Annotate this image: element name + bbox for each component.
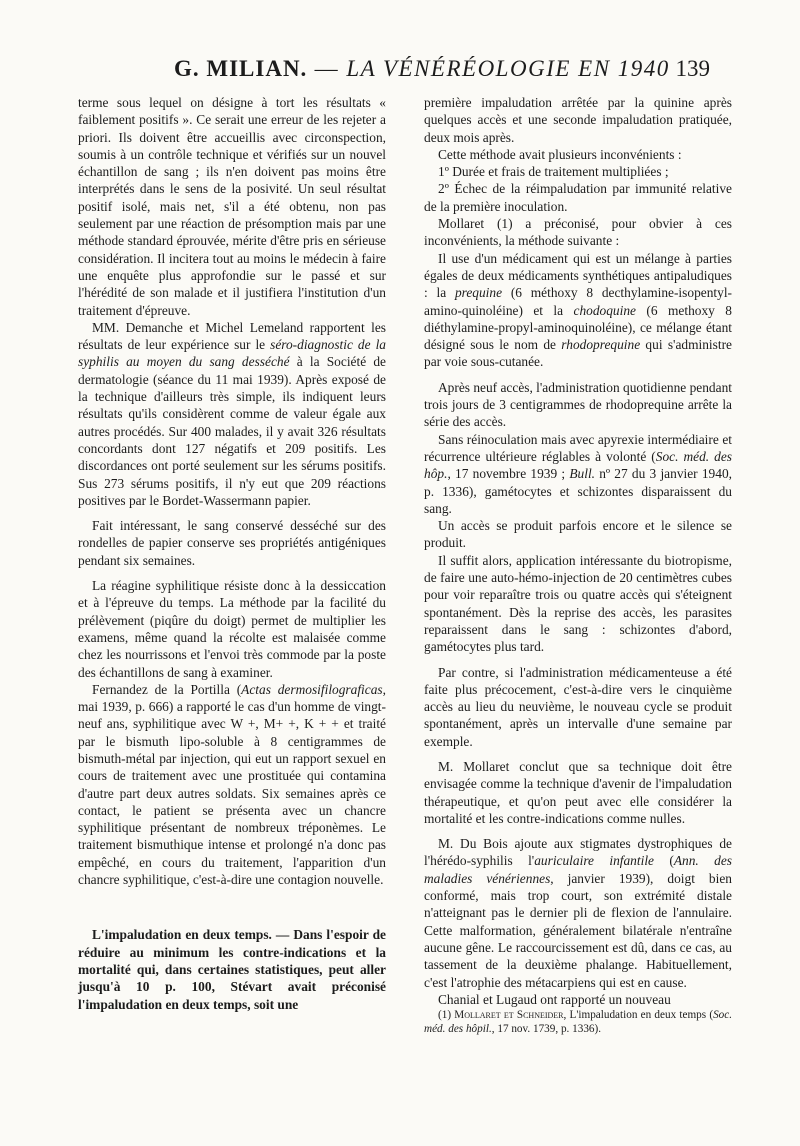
header-separator: — <box>307 56 347 81</box>
paragraph: Fernandez de la Portilla (Actas dermosifilograficas, mai 1939, p. 666) a rapporté le cas d'un homme de vingt-neuf ans, syphilitique avec W +, M+ +, K + + et traité par le bismuth lipo-soluble à 8 centigrammes de bismuth-métal par injection, qui eut un rapport sexuel en cours de traitement avec une prostituée qui contamina d'autre part deux autres soldats. Six semaines après ce contact, le patient se présenta avec un chancre syphilitique présentant de nombreux tréponèmes. Le traitement bismuthique intense et prolongé n'a donc pas empêché, en cours du traitement, l'apparition d'un chancre syphilitique, c'est-à-dire une contagion nouvelle. <box>78 681 386 888</box>
paragraph: La réagine syphilitique résiste donc à la dessiccation et à l'épreuve du temps. La méthode par la facilité du prélèvement (piqûre du doigt) permet de multiplier les examens, même quand la récolte est malaisée comme chez les nourrissons et l'envoi très commode par la poste des échantillons de sang à examiner. <box>78 578 386 680</box>
paragraph: M. Mollaret conclut que sa technique doit être envisagée comme la technique d'avenir de l'impaludation thérapeutique, et qu'on peut avec elle considérer la mortalité et les contre-indications comme nulles. <box>424 758 732 826</box>
left-column <box>78 94 386 1013</box>
paragraph: 2º Échec de la réimpaludation par immunité relative de la première inoculation. <box>424 181 732 214</box>
right-column <box>424 94 732 1036</box>
footnote: (1) Mollaret et Schneider, L'impaludation en deux temps (Soc. méd. des hôpil., 17 nov. 1739, p. 1336). <box>424 1009 733 1036</box>
header-author: G. MILIAN. <box>174 56 308 81</box>
paragraph: Fait intéressant, le sang conservé desséché sur des rondelles de papier conserve ses propriétés antigéniques pendant six semaines. <box>78 518 386 568</box>
running-title <box>174 56 670 82</box>
page-number: 139 <box>675 56 710 81</box>
header-title: LA VÉNÉRÉOLOGIE EN 1940 <box>346 56 670 81</box>
paragraph: Il use d'un médicament qui est un mélange à parties égales de deux médicaments synthétiques antipaludiques : la prequine (6 méthoxy 8 decthylamine-isopentyl-amino-quinoléine) et la chodoquine (6 methoxy 8 diéthylamine-propyl-aminoquinoléine), ce mélange étant désigné sous le nom de rhodoprequine qui s'administre par voie sous-cutanée. <box>424 250 732 370</box>
paragraph: Sans réinoculation mais avec apyrexie intermédiaire et récurrence ultérieure réglables à volonté (Soc. méd. des hôp., 17 novembre 1939 ; Bull. nº 27 du 3 janvier 1940, p. 1336), gamétocytes et schizontes disparaissent du sang. <box>424 431 732 516</box>
paragraph: première impaludation arrêtée par la quinine après quelques accès et une seconde impaludation pratiquée, deux mois après. <box>424 95 732 145</box>
paragraph: MM. Demanche et Michel Lemeland rapportent les résultats de leur expérience sur le séro-diagnostic de la syphilis au moyen du sang desséché à la Société de dermatologie (séance du 11 mai 1939). Après exposé de la technique d'ailleurs très simple, ils indiquent leurs résultats qu'ils considèrent comme de valeur égale aux autres procédés. Sur 400 malades, il y avait 326 résultats concordants dont 127 négatifs et 209 positifs. Les discordances ont porté seulement sur les sérums positifs. Sus 273 sérums positifs, il n'y eut que 209 réactions positives par le Bordet-Wassermann papier. <box>78 319 386 508</box>
paragraph: Un accès se produit parfois encore et le silence se produit. <box>424 518 732 551</box>
section-heading: L'impaludation en deux temps. <box>92 927 272 943</box>
paragraph: Chanial et Lugaud ont rapporté un nouveau <box>438 991 671 1007</box>
paragraph: Il suffit alors, application intéressante du biotropisme, de faire une auto-hémo-injection de 20 centimètres cubes pour voir reparaître trois ou quatre accès qui s'éteignent spontanément. Dès la reprise des accès, les parasites reparaissent dans le sang : schizontes d'abord, gamétocytes plus tard. <box>424 552 732 655</box>
paragraph: Après neuf accès, l'administration quotidienne pendant trois jours de 3 centigrammes de rhodoprequine arrête la série des accès. <box>424 379 732 430</box>
paragraph: terme sous lequel on désigne à tort les résultats « faiblement positifs ». Ce serait une erreur de les rejeter a priori. Ils doivent être accueillis avec circonspection, soumis à un contrôle technique et vérifiés sur un nouvel échantillon de sang ; ils n'en doivent pas moins être interprétés dans le sens de la posivité. Un seul résultat positif isolé, mais net, s'il a été obtenu, non pas seulement par une réaction de présomption mais par une méthode standard éprouvée, mérite d'être pris en sérieuse considération. Il incitera tout au moins le médecin à faire une enquête plus approfondie sur le passé et sur l'hérédité de son malade et il justifiera l'institution d'un traitement d'épreuve. <box>78 95 386 318</box>
paragraph: Cette méthode avait plusieurs inconvénients : <box>438 146 682 162</box>
paragraph: M. Du Bois ajoute aux stigmates dystrophiques de l'hérédo-syphilis l'auriculaire infantile (Ann. des maladies vénériennes, janvier 1939), doigt bien conformé, mais trop court, son extrémité distale n'atteignant pas le dernier pli de flexion de l'annulaire. Cette malformation, généralement bilatérale n'entraîne aucune gêne. Le raccourcissement est dû, dans ce cas, au tassement de la deuxième phalange. Habituellement, c'est l'atrophie des métacarpiens qui est en cause. <box>424 836 732 990</box>
paragraph: Mollaret (1) a préconisé, pour obvier à ces inconvénients, la méthode suivante : <box>424 216 732 249</box>
paragraph: Par contre, si l'administration médicamenteuse a été faite plus précocement, c'est-à-dire vers le cinquième accès au lieu du neuvième, le nouveau cycle se produit spontanément, après un intervalle d'une semaine par exemple. <box>424 664 732 749</box>
running-header <box>78 56 710 86</box>
paragraph: 1º Durée et frais de traitement multipliées ; <box>438 164 669 180</box>
section-paragraph: L'impaludation en deux temps. — Dans l'espoir de réduire au minimum les contre-indications et la mortalité qui, dans certaines statistiques, peut aller jusqu'à 10 p. 100, Stévart avait préconisé l'impaludation en deux temps, soit une <box>78 927 386 1012</box>
